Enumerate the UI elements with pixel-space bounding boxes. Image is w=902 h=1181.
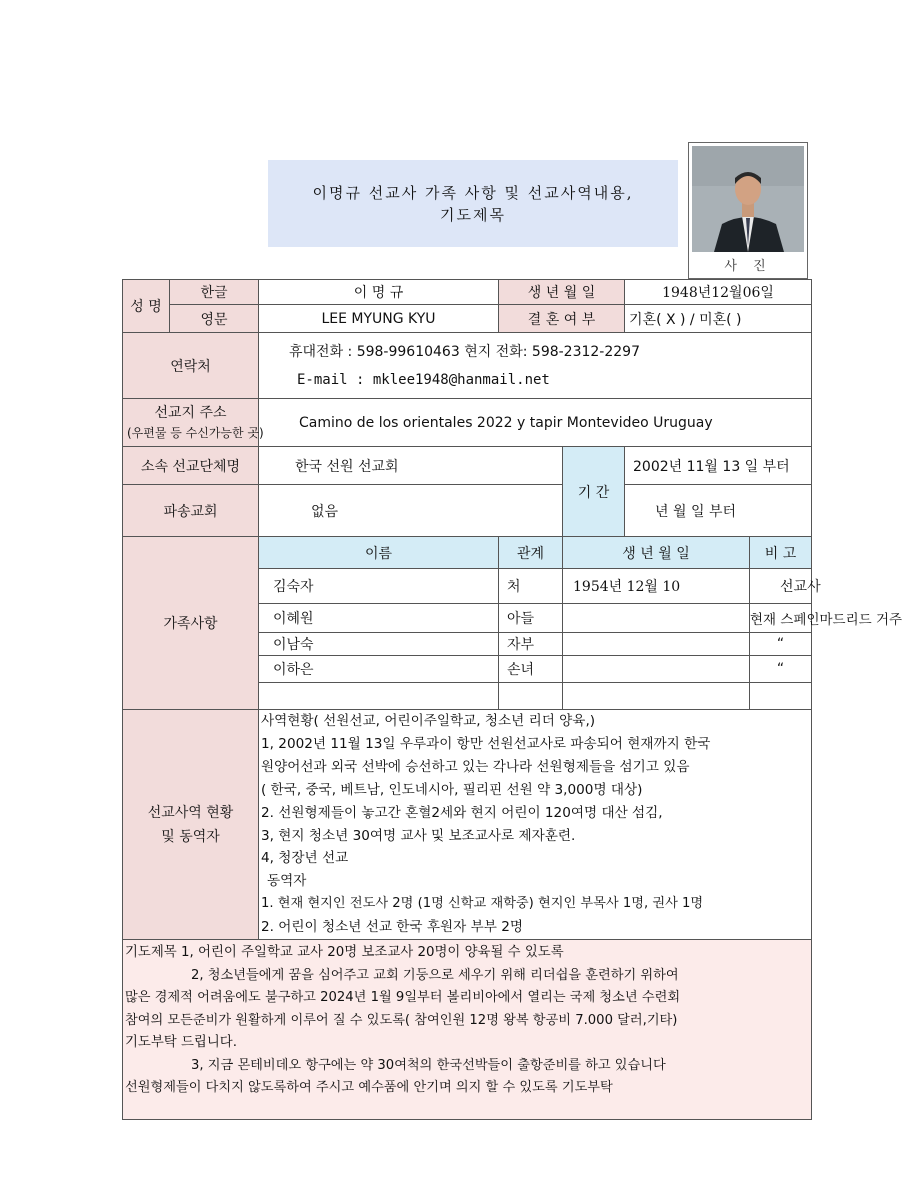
mission-line: 2. 선원형제들이 놓고간 혼혈2세와 현지 어린이 120여명 대산 섬김,	[261, 804, 663, 821]
period-start-2: 년 월 일 부터	[625, 485, 812, 537]
family-name: 이남숙	[259, 633, 499, 656]
mission-line: 4, 청장년 선교	[261, 850, 349, 867]
family-relation	[499, 683, 563, 710]
title-line-1: 이명규 선교사 가족 사항 및 선교사역내용,	[312, 183, 634, 202]
photo-label: 사 진	[724, 259, 772, 274]
mission-label	[123, 710, 259, 940]
family-header-relation: 관계	[499, 537, 563, 569]
mission-line: 1. 현재 현지인 전도사 2명 (1명 신학교 재학중) 현지인 부목사 1명, 권사 1명	[261, 896, 704, 912]
family-relation: 처	[499, 569, 563, 604]
family-birth	[563, 633, 750, 656]
org-label: 소속 선교단체명	[123, 447, 259, 485]
family-note: “	[750, 633, 812, 656]
mission-line: 1, 2002년 11월 13일 우루과이 항만 선원선교사로 파송되어 현재까지 한국	[261, 735, 711, 752]
address-label	[123, 399, 264, 447]
title-line-2: 기도제목	[440, 205, 506, 224]
family-name: 이하은	[259, 656, 499, 683]
prayer-line: 참여의 모든준비가 원활하게 이루어 질 수 있도록( 참여인원 12명 왕복 항공비 7.000 달러,기타)	[125, 1012, 678, 1028]
prayer-line: 기도제목 1, 어린이 주일학교 교사 20명 보조교사 20명이 양육될 수 있도록	[125, 945, 564, 961]
family-header-birth: 생 년 월 일	[563, 537, 750, 569]
mission-line: 사역현황( 선원선교, 어린이주일학교, 청소년 리더 양육,)	[261, 713, 596, 729]
prayer-line: 3, 지금 몬테비데오 항구에는 약 30여척의 한국선박들이 출항준비를 하고 있습니다	[191, 1057, 666, 1073]
english-name-value: LEE MYUNG KYU	[259, 305, 499, 333]
mission-line: ( 한국, 중국, 베트남, 인도네시아, 필리핀 선원 약 3,000명 대상)	[261, 781, 643, 798]
family-birth	[563, 683, 750, 710]
org-value: 한국 선원 선교회	[259, 447, 563, 485]
period-label: 기 간	[563, 447, 625, 537]
prayer-line: 기도부탁 드립니다.	[125, 1035, 237, 1051]
address-label-line-2: (우편물 등 수신가능한 곳)	[127, 425, 264, 440]
family-relation: 손녀	[499, 656, 563, 683]
mission-line: 2. 어린이 청소년 선교 한국 후원자 부부 2명	[261, 919, 523, 936]
address-label-line-1: 선교지 주소	[154, 404, 227, 421]
mission-label-line-1: 선교사역 현황	[147, 804, 234, 821]
name-header: 성 명	[123, 280, 170, 333]
family-name: 김숙자	[259, 569, 499, 604]
prayer-content	[123, 940, 812, 1120]
family-header-name: 이름	[259, 537, 499, 569]
mission-line: 동역자	[267, 873, 307, 890]
family-birth: 1954년 12월 10	[563, 569, 750, 604]
email-text: E-mail : mklee1948@hanmail.net	[297, 371, 550, 388]
mission-label-line-2: 및 동역자	[161, 828, 220, 845]
family-birth	[563, 656, 750, 683]
korean-name-label: 한글	[170, 280, 259, 305]
birth-date-label: 생 년 월 일	[499, 280, 625, 305]
portrait-photo	[692, 146, 804, 252]
family-header-note: 비 고	[750, 537, 812, 569]
contact-cell	[259, 333, 812, 399]
church-value: 없음	[259, 485, 563, 537]
contact-label: 연락처	[123, 333, 259, 399]
mission-line: 원양어선과 외국 선박에 승선하고 있는 각나라 선원형제들을 섬기고 있음	[261, 758, 690, 775]
korean-name-value: 이 명 규	[259, 280, 499, 305]
period-start: 2002년 11월 13 일 부터	[625, 447, 812, 485]
title-box	[268, 160, 678, 247]
marriage-value: 기혼( X ) / 미혼( )	[625, 305, 812, 333]
family-relation: 아들	[499, 604, 563, 633]
family-note: “	[750, 656, 812, 683]
family-note: 선교사	[750, 569, 812, 604]
family-note	[750, 683, 812, 710]
phone-text: 휴대전화 : 598-99610463 현지 전화: 598-2312-2297	[289, 343, 640, 360]
address-value: Camino de los orientales 2022 y tapir Montevideo Uruguay	[259, 399, 812, 447]
family-relation: 자부	[499, 633, 563, 656]
family-name	[259, 683, 499, 710]
portrait-illustration	[692, 146, 804, 252]
prayer-line: 2, 청소년들에게 꿈을 심어주고 교회 기둥으로 세우기 위해 리더쉽을 훈련하기 위하여	[191, 967, 679, 983]
prayer-line: 많은 경제적 어려움에도 불구하고 2024년 1월 9일부터 볼리비아에서 열리는 국제 청소년 수련회	[125, 990, 681, 1006]
family-note: 현재 스페인마드리드 거주	[750, 604, 812, 633]
english-name-label: 영문	[170, 305, 259, 333]
info-table	[122, 279, 902, 1120]
mission-content	[259, 710, 812, 940]
mission-line: 3, 현지 청소년 30여명 교사 및 보조교사로 제자훈련.	[261, 827, 576, 844]
birth-date-value: 1948년12월06일	[625, 280, 812, 305]
marriage-label: 결 혼 여 부	[499, 305, 625, 333]
prayer-line: 선원형제들이 다치지 않도록하여 주시고 예수품에 안기며 의지 할 수 있도록 기도부탁	[125, 1080, 613, 1096]
photo-frame	[688, 142, 808, 279]
family-label: 가족사항	[123, 537, 259, 710]
church-label: 파송교회	[123, 485, 259, 537]
family-birth	[563, 604, 750, 633]
family-name: 이혜원	[259, 604, 499, 633]
